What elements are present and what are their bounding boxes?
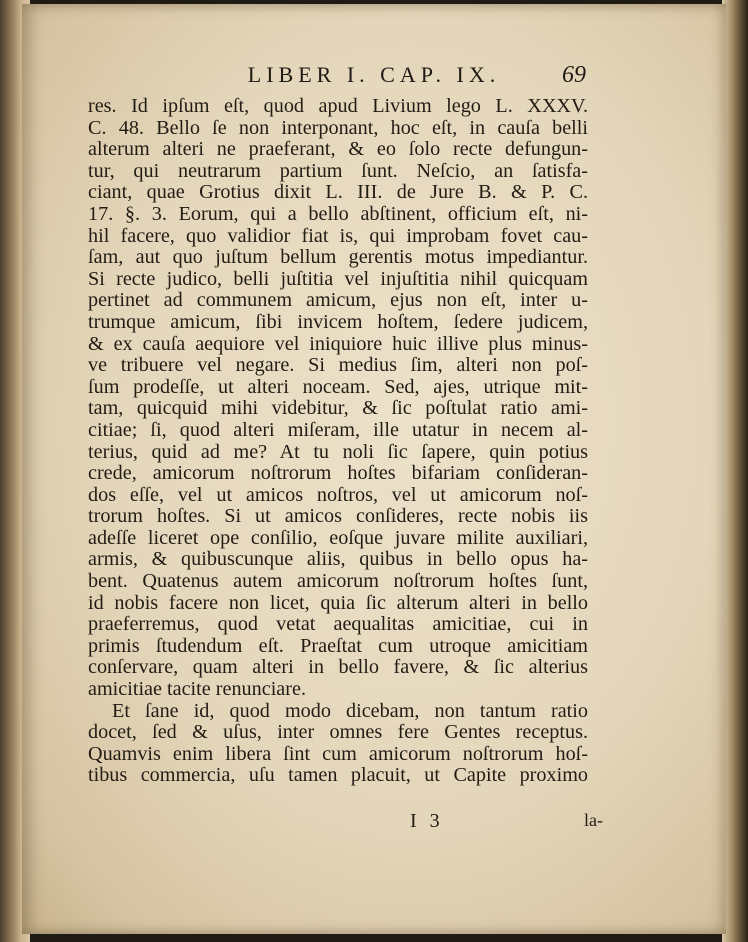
text-line: trumque amicum, ſibi invicem hoſtem, ſedere judicem, bbox=[88, 310, 588, 333]
text-line: pertinet ad communem amicum, ejus non eſt, inter u- bbox=[88, 289, 588, 312]
text-line: ciant, quae Grotius dixit L. III. de Jure B. & P. C. bbox=[88, 181, 588, 204]
text-line: praeferremus, quod vetat aequalitas amicitiae, cui in bbox=[88, 613, 588, 636]
text-line: tam, quicquid mihi videbitur, & ſic poſtulat ratio ami- bbox=[88, 397, 588, 420]
catchword: la- bbox=[584, 810, 603, 830]
page-number: 69 bbox=[562, 62, 586, 88]
text-line: tur, qui neutrarum partium ſunt. Neſcio, an ſatisfa- bbox=[88, 159, 588, 182]
text-line: adeſſe liceret ope conſilio, eoſque juvare milite auxiliari, bbox=[88, 526, 588, 549]
text-line: terius, quid ad me? At tu noli ſic ſapere, quin potius bbox=[88, 440, 588, 463]
text-line: dos eſſe, vel ut amicos noſtros, vel ut amicorum noſ- bbox=[88, 483, 588, 506]
text-line: crede, amicorum noſtrorum hoſtes bifariam conſideran- bbox=[88, 462, 588, 485]
text-line: ſam, aut quo juſtum bellum gerentis motus impediantur. bbox=[88, 246, 588, 269]
text-line: res. Id ipſum eſt, quod apud Livium lego L. XXXV. bbox=[88, 95, 588, 117]
text-line: Quamvis enim libera ſint cum amicorum noſtrorum hoſ- bbox=[88, 742, 588, 765]
text-line: conſervare, quam alteri in bello favere, & ſic alterius bbox=[88, 656, 588, 679]
text-line: citiae; ſi, quod alteri miſeram, ille utatur in necem al- bbox=[88, 418, 588, 441]
text-line: tibus commercia, uſu tamen placuit, ut Capite proximo bbox=[88, 764, 588, 787]
text-line: ve tribuere vel negare. Si medius ſim, alteri non poſ- bbox=[88, 354, 588, 377]
text-line: ſum prodeſſe, ut alteri noceam. Sed, ajes, utrique mit- bbox=[88, 375, 588, 398]
text-line: alterum alteri ne praeferant, & eo ſolo recte defungun- bbox=[88, 138, 588, 161]
body-text bbox=[88, 96, 588, 787]
text-line: id nobis facere non licet, quia ſic alterum alteri in bello bbox=[88, 591, 588, 614]
text-line: docet, ſed & uſus, inter omnes fere Gentes receptus. bbox=[88, 721, 588, 744]
text-line: armis, & quibuscunque aliis, quibus in bello opus ha- bbox=[88, 548, 588, 571]
text-line: 17. §. 3. Eorum, qui a bello abſtinent, officium eſt, ni- bbox=[88, 202, 588, 225]
book-page bbox=[22, 4, 726, 934]
text-line: bent. Quatenus autem amicorum noſtrorum hoſtes ſunt, bbox=[88, 570, 588, 593]
running-title: LIBER I. CAP. IX. bbox=[247, 62, 501, 87]
text-line: amicitiae tacite renunciare. bbox=[88, 678, 307, 701]
signature-mark: I 3 bbox=[410, 810, 444, 832]
text-line: & ex cauſa aequiore vel iniquiore huic illive plus minus- bbox=[88, 332, 588, 355]
text-line: C. 48. Bello ſe non interponant, hoc eſt, in cauſa belli bbox=[88, 116, 588, 139]
text-line: trorum hoſtes. Si ut amicos conſideres, recte nobis iis bbox=[88, 505, 588, 528]
text-line: Et ſane id, quod modo dicebam, non tantum ratio bbox=[112, 699, 588, 722]
text-line: Si recte judico, belli juſtitia vel injuſtitia nihil quicquam bbox=[88, 267, 588, 290]
text-line: hil facere, quo validior fiat is, qui improbam fovet cau- bbox=[88, 224, 588, 247]
text-line: primis ſtudendum eſt. Praeſtat cum utroque amicitiam bbox=[88, 634, 588, 657]
